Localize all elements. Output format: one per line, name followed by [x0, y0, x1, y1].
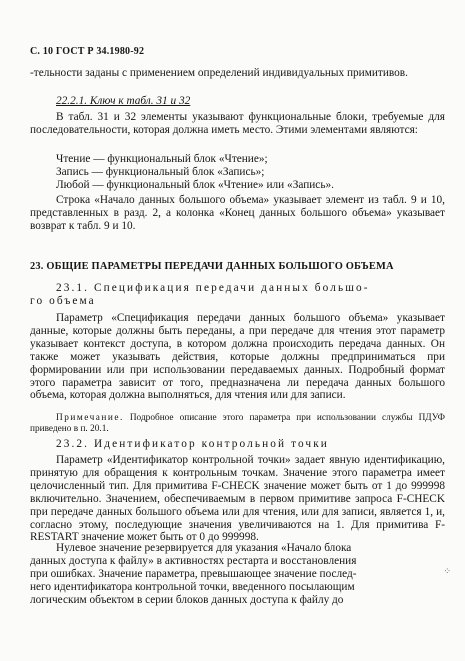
subsection-2221-heading: 22.2.1. Ключ к табл. 31 и 32 — [56, 95, 191, 107]
subsection-231-line-1: 23.1. Спецификация передачи данных большо- — [56, 282, 370, 294]
text-line: логическим объектом в серии блоков данных доступа к файлу до — [30, 593, 344, 606]
text-line: при ошибках. Значение параметра, превышающее значение послед- — [30, 567, 357, 580]
text-line: данных доступа к файлу» в активностях рестарта и восстановления — [30, 554, 357, 567]
page-header: С. 10 ГОСТ Р 34.1980-92 — [30, 46, 145, 57]
list-item: Любой — функциональный блок «Чтение» или «Запись». — [56, 178, 334, 191]
paragraph-null-value — [30, 542, 445, 607]
list-item: Запись — функциональный блок «Запись»; — [56, 165, 265, 178]
subsection-231-line-2: го объема — [30, 294, 96, 307]
paragraph-stroka: Строка «Начало данных большого объема» указывает элемент из табл. 9 и 10, представленных в разд. 2, а колонка «Конец данных большого объема» указывает возврат к табл. 9 и 10. — [30, 194, 445, 232]
subsection-231-title — [30, 282, 445, 308]
paragraph-continuation: -тельности заданы с применением определений индивидуальных примитивов. — [30, 67, 408, 79]
list-item: Чтение — функциональный блок «Чтение»; — [56, 153, 268, 165]
paragraph-2221: В табл. 31 и 32 элементы указывают функциональные блоки, требуемые для последовательности, которая должна иметь место. Этими элементами являются: — [30, 111, 445, 136]
note — [30, 413, 445, 435]
section-23-heading: 23. ОБЩИЕ ПАРАМЕТРЫ ПЕРЕДАЧИ ДАННЫХ БОЛЬШОГО ОБЪЕМА — [30, 261, 394, 272]
subsection-232-title — [56, 438, 465, 451]
note-text: Подробное описание этого параметра при использовании службы ПДУФ приведено в п. 20.1. — [30, 413, 445, 435]
paragraph-231: Параметр «Спецификация передачи данных большого объема» указывает данные, которые должны быть переданы, а при передаче для чтения этот параметр указывает контекст доступа, в котором должна происходить передача данных. Он также может указывать действия, которые должны предприниматься при формировании или при использовании передаваемых данных. Подробный формат этого параметра зависит от того, предназначена ли передача данных большого объема, которая должна выполняться, для чтения или для записи. — [30, 312, 445, 402]
subsection-232-heading: 23.2. Идентификатор контрольной точки — [56, 438, 329, 450]
note-label: Примечание. — [56, 413, 124, 423]
text-line: него идентификатора контрольной точки, введенного посылающим — [30, 580, 355, 593]
paragraph-232: Параметр «Идентификатор контрольной точки» задает явную идентификацию, принятую для обращения к контрольным точкам. Значение этого параметра имеет целочисленный тип. Для примитива F-CHECK значение может быть от 1 до 999998 включительно. Значением, обеспечиваемым в первом примитиве запроса F-CHECK при передаче данных большого объема или для чтения, или для записи, является 1, и, согласно этому, последующие значения увеличиваются на 1. Для примитива F-RESTART значение может быть от 0 до 999998. — [30, 454, 445, 544]
scan-specks: ⁘ — [443, 566, 451, 576]
text-line: Нулевое значение резервируется для указания «Начало блока — [56, 542, 352, 554]
section-23-title — [30, 260, 445, 274]
element-list — [56, 153, 465, 192]
subsection-2221-title — [56, 95, 465, 108]
